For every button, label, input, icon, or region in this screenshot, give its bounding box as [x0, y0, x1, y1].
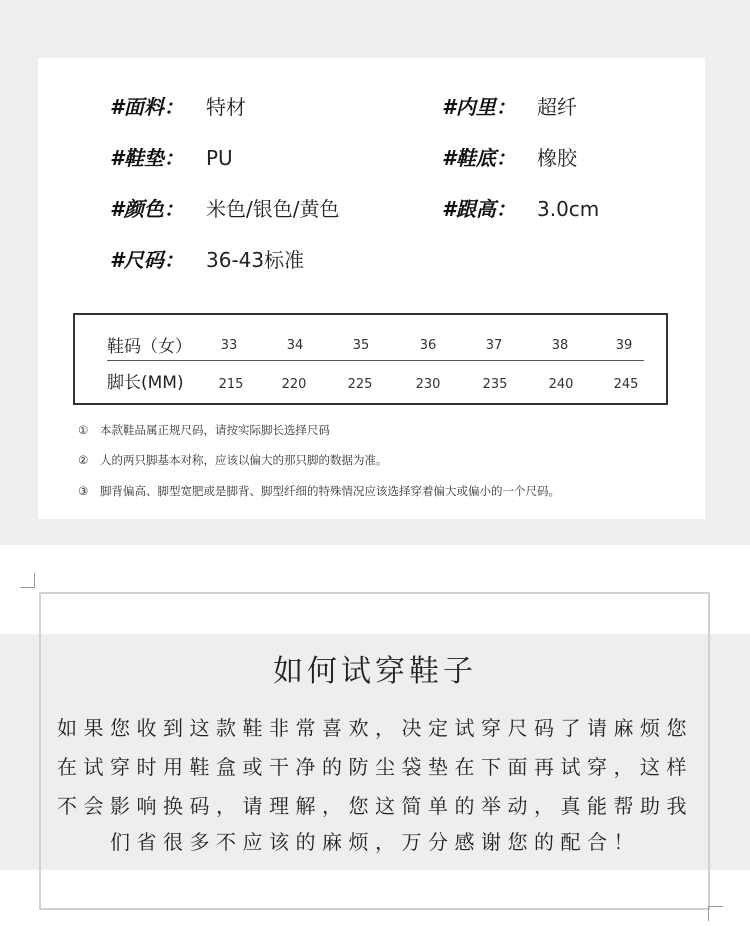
corner-mark-top-left: [20, 573, 35, 588]
spec-outsole-value: 橡胶: [537, 146, 577, 170]
size-cell: 38: [551, 338, 569, 353]
length-cell: 230: [415, 377, 441, 392]
size-cell: 36: [419, 338, 437, 353]
length-cell: 235: [482, 377, 508, 392]
tips-title: 如何试穿鞋子: [273, 654, 477, 689]
table-divider: [107, 360, 644, 361]
spec-card: [38, 58, 705, 519]
length-cell: 245: [613, 377, 639, 392]
note-item: [78, 483, 560, 499]
note-number: ②: [78, 453, 89, 467]
note-text: 脚背偏高、脚型宽肥或是脚背、脚型纤细的特殊情况应该选择穿着偏大或偏小的一个尺码。: [100, 484, 560, 498]
spec-size-value: 36-43标准: [206, 248, 305, 272]
note-item: [78, 422, 330, 438]
note-number: ①: [78, 423, 89, 437]
spec-heel-value: 3.0cm: [537, 197, 600, 221]
length-cell: 220: [281, 377, 307, 392]
spec-color-label: #颜色：: [110, 197, 184, 221]
size-cell: 35: [352, 338, 370, 353]
spec-color-value: 米色/银色/黄色: [206, 197, 340, 221]
spec-fabric-value: 特材: [206, 95, 246, 119]
note-item: [78, 452, 388, 468]
note-number: ③: [78, 484, 89, 498]
spec-heel-label: #跟高：: [442, 197, 516, 221]
spec-fabric-label: #面料：: [110, 95, 184, 119]
size-row-label: 鞋码（女）: [107, 337, 192, 357]
spec-outsole-label: #鞋底：: [442, 146, 516, 170]
note-text: 人的两只脚基本对称，应该以偏大的那只脚的数据为准。: [100, 453, 388, 467]
spec-lining-label: #内里：: [442, 95, 516, 119]
tips-line: 如果您收到这款鞋非常喜欢，决定试穿尺码了请麻烦您: [57, 716, 693, 740]
length-cell: 215: [218, 377, 244, 392]
size-cell: 39: [615, 338, 633, 353]
length-cell: 240: [548, 377, 574, 392]
spec-lining-value: 超纤: [537, 95, 577, 119]
spec-size-label: #尺码：: [110, 248, 184, 272]
tips-line: 在试穿时用鞋盒或干净的防尘袋垫在下面再试穿，这样: [57, 755, 693, 779]
tips-line: 们省很多不应该的麻烦，万分感谢您的配合！: [110, 830, 640, 854]
size-cell: 37: [485, 338, 503, 353]
tips-line: 不会影响换码，请理解，您这简单的举动，真能帮助我: [57, 794, 693, 818]
spec-insole-value: PU: [206, 146, 233, 170]
note-text: 本款鞋品属正规尺码，请按实际脚长选择尺码: [100, 423, 330, 437]
size-cell: 34: [286, 338, 304, 353]
length-cell: 225: [347, 377, 373, 392]
corner-mark-bottom-right: [708, 906, 723, 921]
length-row-label: 脚长(MM): [107, 373, 184, 393]
size-cell: 33: [220, 338, 238, 353]
size-chart-table: [73, 313, 668, 405]
spec-insole-label: #鞋垫：: [110, 146, 184, 170]
